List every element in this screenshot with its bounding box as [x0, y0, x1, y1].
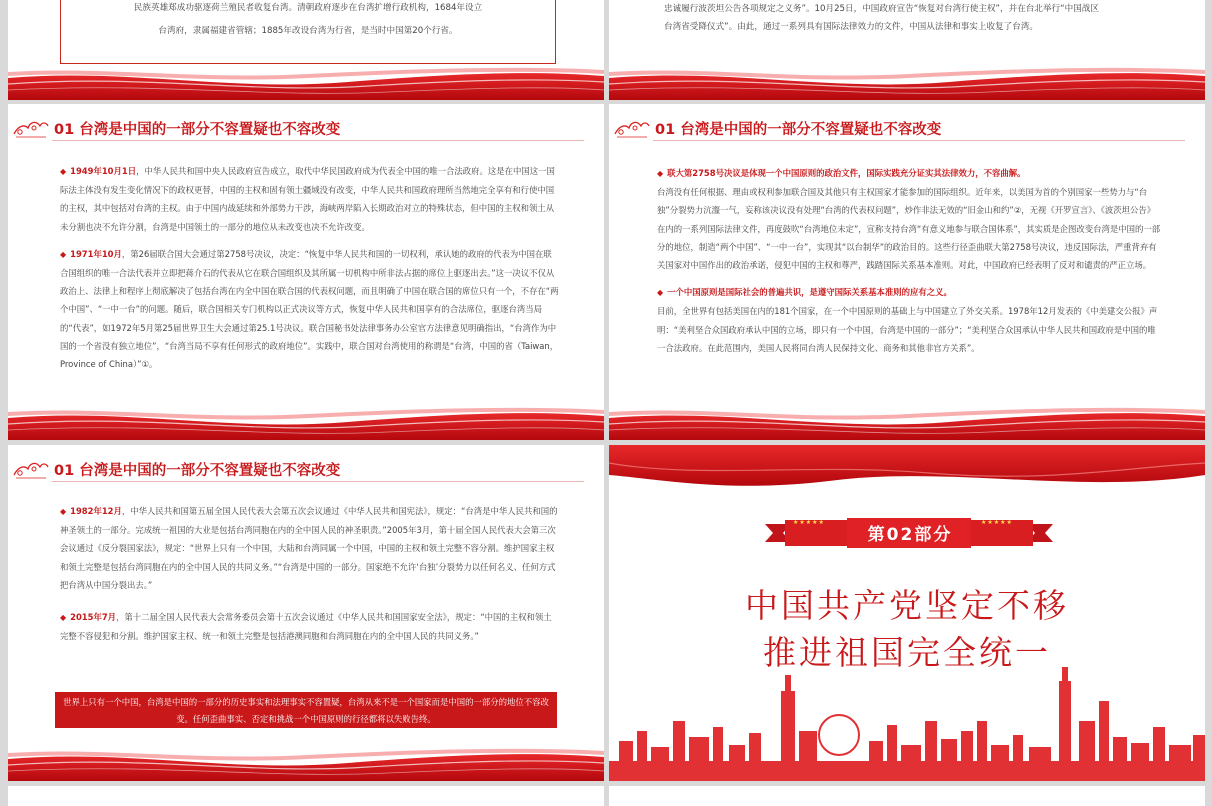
paragraph-text: ，中华人民共和国第五届全国人民代表大会第五次会议通过《中华人民共和国宪法》，规定：“台湾是中华人民共和国的神圣领土的一部分。完成统一祖国的大业是包括台湾同胞在内的全中国人民的神圣职责。”2005年3月，第十届全国人民代表大会第三次会议通过《反分裂国家法》，规定：“世界上只有一个中国，大陆和台湾同属一个中国，中国的主权和领土完整不容分割。维护国家主权和领土完整是包括台湾同胞在内的全中国人民的共同义务。”“台湾是中国的一部分。国家绝不允许‘台独’分裂势力以任何名义、任何方式把台湾从中国分裂出去。”	[60, 506, 558, 590]
slide-section-01-a	[8, 104, 604, 440]
diamond-bullet-icon: ◆	[60, 249, 67, 259]
slide-partial-next-left	[8, 786, 604, 806]
subheading: ◆ 联大第2758号决议是体现一个中国原则的政治文件，国际实践充分证实其法律效力，不容曲解。	[657, 168, 1026, 178]
slide-partial-next-right	[609, 786, 1205, 806]
slide-partial-top-left	[8, 0, 604, 100]
section-title: 01 台湾是中国的一部分不容置疑也不容改变	[54, 463, 341, 479]
cover-title-line2: 推进祖国完全统一	[763, 633, 1051, 672]
text-block	[664, 0, 1154, 36]
date-lead: 2015年7月	[70, 612, 117, 623]
slide-body	[60, 502, 560, 654]
stars-right: ★★★★★	[981, 519, 1013, 526]
stars-left: ★★★★★	[793, 519, 825, 526]
section-title: 01 台湾是中国的一部分不容置疑也不容改变	[54, 122, 341, 138]
slide-body	[657, 164, 1161, 366]
paragraph	[60, 245, 560, 373]
diamond-bullet-icon: ◆	[60, 507, 67, 516]
red-wave-decoration	[8, 745, 604, 781]
subheading: ◆ 一个中国原则是国际社会的普遍共识，是遵守国际关系基本准则的应有之义。	[657, 287, 952, 298]
paragraph	[60, 502, 560, 594]
divider	[52, 481, 584, 482]
paragraph-text: ，中华人民共和国中央人民政府宣告成立，取代中华民国政府成为代表全中国的唯一合法政府。这是在中国这一国际法主体没有发生变化情况下的政权更替，中国的主权和固有领土疆域没有改变，中华人民共和国政府理所当然地完全享有和行使中国的主权，其中包括对台湾的主权。由于中国内战延续和外部势力干涉，海峡两岸陷入长期政治对立的特殊状态，但中国的主权和领土从未分割也决不允许分割，台湾是中国领土的一部分的地位从未改变也决不允许改变。	[60, 166, 555, 232]
section-header	[8, 457, 604, 483]
part-badge-label: 第02部分	[867, 525, 953, 545]
red-wave-decoration	[8, 404, 604, 440]
slide-body	[60, 162, 560, 382]
ornament-icon	[12, 118, 50, 140]
diamond-bullet-icon: ◆	[60, 613, 67, 623]
ornament-icon	[12, 459, 50, 481]
text-line: 忠诚履行波茨坦公告各项规定之义务”。10月25日，中国政府宣告“恢复对台湾行使主权”，并在台北举行“中国战区	[664, 4, 1099, 14]
slide-partial-top-right	[609, 0, 1205, 100]
paragraph-text: 目前，全世界有包括美国在内的181个国家，在一个中国原则的基础上与中国建立了外交关系。1978年12月发表的《中美建交公报》声明：“美利坚合众国政府承认中国的立场，即只有一个中国，台湾是中国的一部分”；“美利坚合众国承认中华人民共和国政府是中国的唯一合法政府。在此范围内，美国人民将同台湾人民保持文化、商务和其他非官方关系”。	[657, 306, 1158, 353]
divider	[653, 140, 1185, 141]
section-header	[609, 116, 1205, 142]
red-wave-decoration	[609, 404, 1205, 440]
city-skyline-illustration	[609, 661, 1205, 781]
red-wave-decoration	[8, 64, 604, 100]
ornament-icon	[613, 118, 651, 140]
callout-box: 世界上只有一个中国，台湾是中国的一部分的历史事实和法理事实不容置疑，台湾从来不是一个国家而是中国的一部分的地位不容改变。任何歪曲事实、否定和挑战一个中国原则的行径都将以失败告终。	[55, 692, 557, 728]
slide-section-01-c	[8, 445, 604, 781]
diamond-bullet-icon: ◆	[657, 169, 664, 178]
paragraph-text: 台湾没有任何根据、理由或权利参加联合国及其他只有主权国家才能参加的国际组织。近年来，以美国为首的个别国家一些势力与“台独”分裂势力沆瀣一气，妄称该决议没有处理“台湾的代表权问题”，炒作非法无效的“旧金山和约”②，无视《开罗宣言》、《波茨坦公告》在内的一系列国际法律文件，再度鼓吹“台湾地位未定”，宣称支持台湾“有意义地参与联合国体系”，其实质是企图改变台湾是中国的一部分的地位，制造“两个中国”、“一中一台”，实现其“以台制华”的政治目的。这些行径歪曲联大第2758号决议，违反国际法，严重背弃有关国家对中国作出的政治承诺，侵犯中国的主权和尊严，践踏国际关系基本准则。对此，中国政府已经表明了反对和谴责的严正立场。	[657, 187, 1161, 271]
section-header	[8, 116, 604, 142]
date-lead: 1971年10月	[70, 248, 122, 259]
text-line: 民族英雄郑成功驱逐荷兰殖民者收复台湾。清朝政府逐步在台湾扩增行政机构，1684年设立	[133, 3, 483, 13]
red-wave-decoration	[609, 64, 1205, 100]
cover-title-line1: 中国共产党坚定不移	[745, 586, 1069, 625]
paragraph-text: ，第十二届全国人民代表大会常务委员会第十五次会议通过《中华人民共和国国家安全法》，规定：“中国的主权和领土完整不容侵犯和分割。维护国家主权、统一和领土完整是包括港澳同胞和台湾同胞在内的全中国人民的共同义务。”	[60, 612, 552, 642]
text-box	[60, 0, 556, 64]
divider	[52, 140, 584, 141]
diamond-bullet-icon: ◆	[60, 167, 67, 176]
section-title: 01 台湾是中国的一部分不容置疑也不容改变	[655, 122, 942, 138]
date-lead: 1949年10月1日	[70, 166, 137, 176]
slide-part-02-cover	[609, 445, 1205, 781]
diamond-bullet-icon: ◆	[657, 288, 664, 298]
paragraph	[60, 608, 560, 645]
paragraph	[60, 162, 560, 236]
text-line: 台湾省受降仪式”。由此，通过一系列具有国际法律效力的文件，中国从法律和事实上收复了台湾。	[664, 22, 1038, 32]
paragraph-text: ，第26届联合国大会通过第2758号决议，决定：“恢复中华人民共和国的一切权利，承认她的政府的代表为中国在联合国组织的唯一合法代表并立即把蒋介石的代表从它在联合国组织及其所属一切机构中所非法占据的席位上驱逐出去。”这一决议不仅从政治上、法律上和程序上彻底解决了包括台湾在内全中国在联合国的代表权问题，而且明确了中国在联合国的席位只有一个，不存在“两个中国”、“一中一台”的问题。随后，联合国相关专门机构以正式决议等方式，恢复中华人民共和国享有的合法席位，驱逐台湾当局的“代表”，如1972年5月第25届世界卫生大会通过第25.1号决议。联合国秘书处法律事务办公室官方法律意见明确指出，“台湾作为中国的一个省没有独立地位”，“台湾当局不享有任何形式的政府地位”。实践中，联合国对台湾使用的称谓是“台湾，中国的省（Taiwan，Province of China）”①。	[60, 248, 559, 370]
slide-section-01-b	[609, 104, 1205, 440]
date-lead: 1982年12月	[70, 506, 122, 516]
text-line: 台湾府，隶属福建省管辖；1885年改设台湾为行省，是当时中国第20个行省。	[158, 26, 458, 36]
